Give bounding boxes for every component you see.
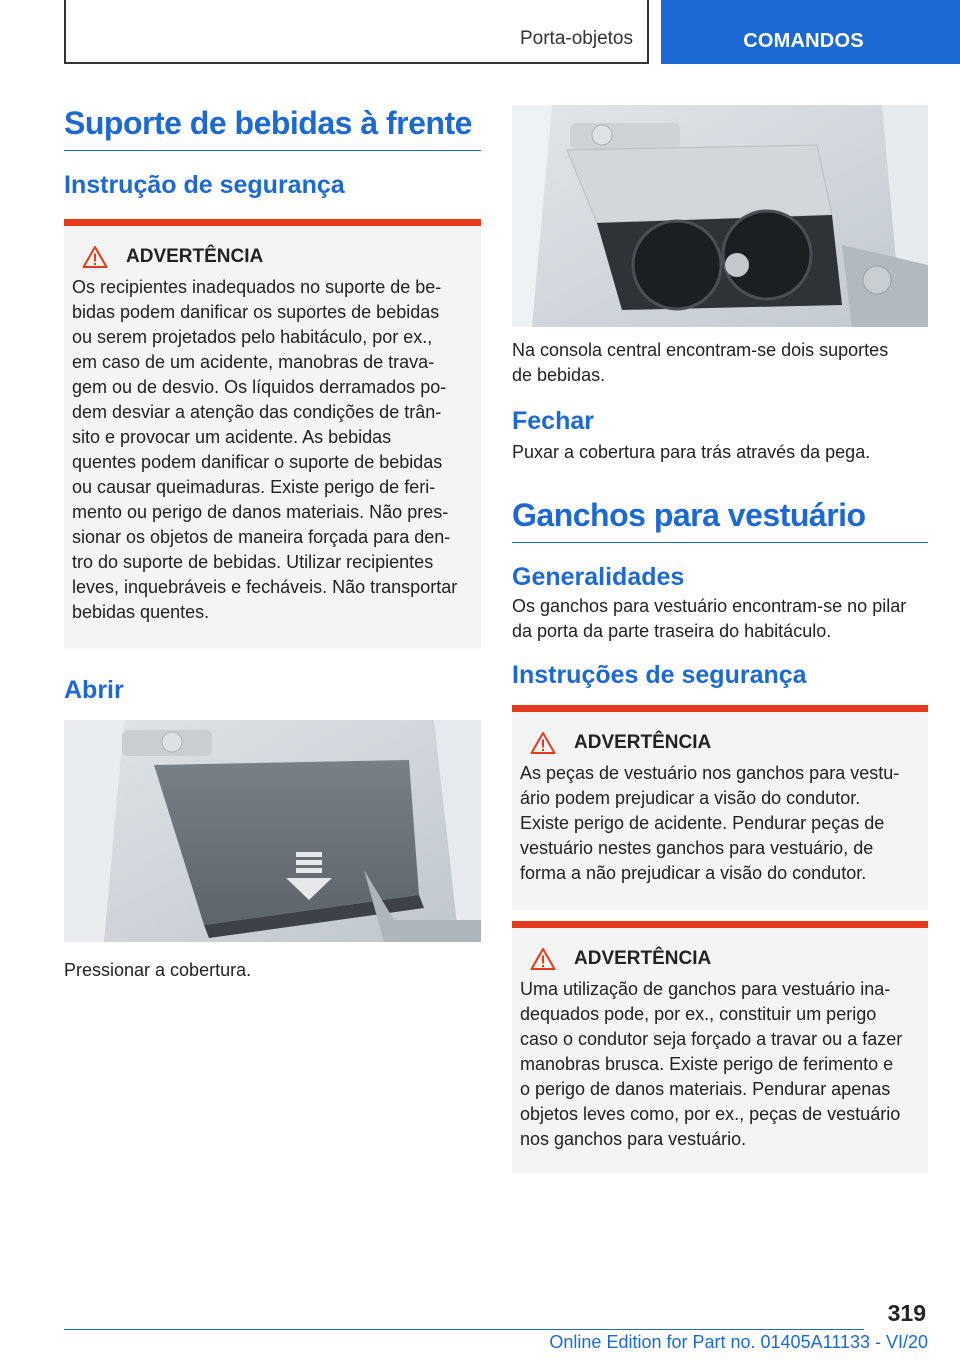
warning-title xyxy=(520,731,918,755)
warning-box-hook-usage xyxy=(512,921,928,1173)
warning-text: Uma utilização de ganchos para vestuário ina- dequados pode, por ex., constituir um perigo caso o condutor seja forçado a travar ou a fazer manobras brusca. Existe perigo de ferimento e o perigo de danos materiais. Pendurar apenas objetos leves como, por ex., peças de vestuário nos ganchos para vestuário. xyxy=(520,979,903,1149)
warning-text: Os recipientes inadequados no suporte de be- bidas podem danificar os suportes de bebidas ou serem projetados pelo habitáculo, por ex., em caso de um acidente, manobras de trava- gem ou de desvio. Os líquidos derramados po- dem desviar a atenção das condições de trân- sito e provocar um acidente. As bebidas quentes podem danificar o suporte de bebidas ou causar queimaduras. Existe perigo de feri- mento ou perigo de danos materiais. Não pres- sionar os objetos de maneira forçada para den- tro do suporte de bebidas. Utilizar recipientes leves, inquebráveis e fecháveis. Não transportar bebidas quentes. xyxy=(72,277,458,622)
warning-label: ADVERTÊNCIA xyxy=(574,948,712,969)
page-title: Suporte de bebidas à frente xyxy=(64,98,481,151)
page-number: 319 xyxy=(887,1300,926,1326)
warning-label: ADVERTÊNCIA xyxy=(574,732,712,753)
header-section-box xyxy=(64,0,649,64)
warning-label: ADVERTÊNCIA xyxy=(126,246,264,267)
general-text: Os ganchos para vestuário encontram-se no pilar da porta da parte traseira do habitáculo. xyxy=(512,596,907,641)
open-instruction: Pressionar a cobertura. xyxy=(64,960,252,980)
left-column xyxy=(64,98,481,983)
warning-title xyxy=(72,245,471,269)
safety-heading: Instrução de segurança xyxy=(64,171,345,199)
right-column xyxy=(512,105,928,1173)
warning-box-clothing-view xyxy=(512,705,928,910)
safety-instructions-heading: Instruções de segurança xyxy=(512,661,807,689)
warning-title xyxy=(520,947,918,971)
close-heading: Fechar xyxy=(512,407,594,435)
warning-triangle-icon xyxy=(82,245,108,269)
general-heading: Generalidades xyxy=(512,563,685,591)
chapter-tab[interactable] xyxy=(661,0,960,64)
cupholder-caption: Na consola central encontram-se dois suportes de bebidas. xyxy=(512,340,889,385)
console-cover-illustration xyxy=(64,720,481,942)
warning-triangle-icon xyxy=(530,731,556,755)
footer-edition[interactable]: Online Edition for Part no. 01405A11133 - VI/20 xyxy=(549,1332,928,1352)
hooks-title: Ganchos para vestuário xyxy=(512,490,928,543)
cupholder-illustration xyxy=(512,105,928,327)
open-heading: Abrir xyxy=(64,676,124,704)
photo-press-cover xyxy=(64,720,481,942)
photo-cupholders xyxy=(512,105,928,327)
warning-box-cupholder xyxy=(64,219,481,649)
footer-divider xyxy=(64,1329,864,1330)
close-instruction: Puxar a cobertura para trás através da pega. xyxy=(512,442,871,462)
warning-text: As peças de vestuário nos ganchos para vestu- ário podem prejudicar a visão do condutor. Existe perigo de acidente. Pendurar peças de vestuário nestes ganchos para vestuário, de forma a não prejudicar a visão do condutor. xyxy=(520,763,900,883)
warning-triangle-icon xyxy=(530,947,556,971)
header-section-title: Porta-objetos xyxy=(519,28,633,49)
chapter-tab-label: COMANDOS xyxy=(743,30,864,52)
